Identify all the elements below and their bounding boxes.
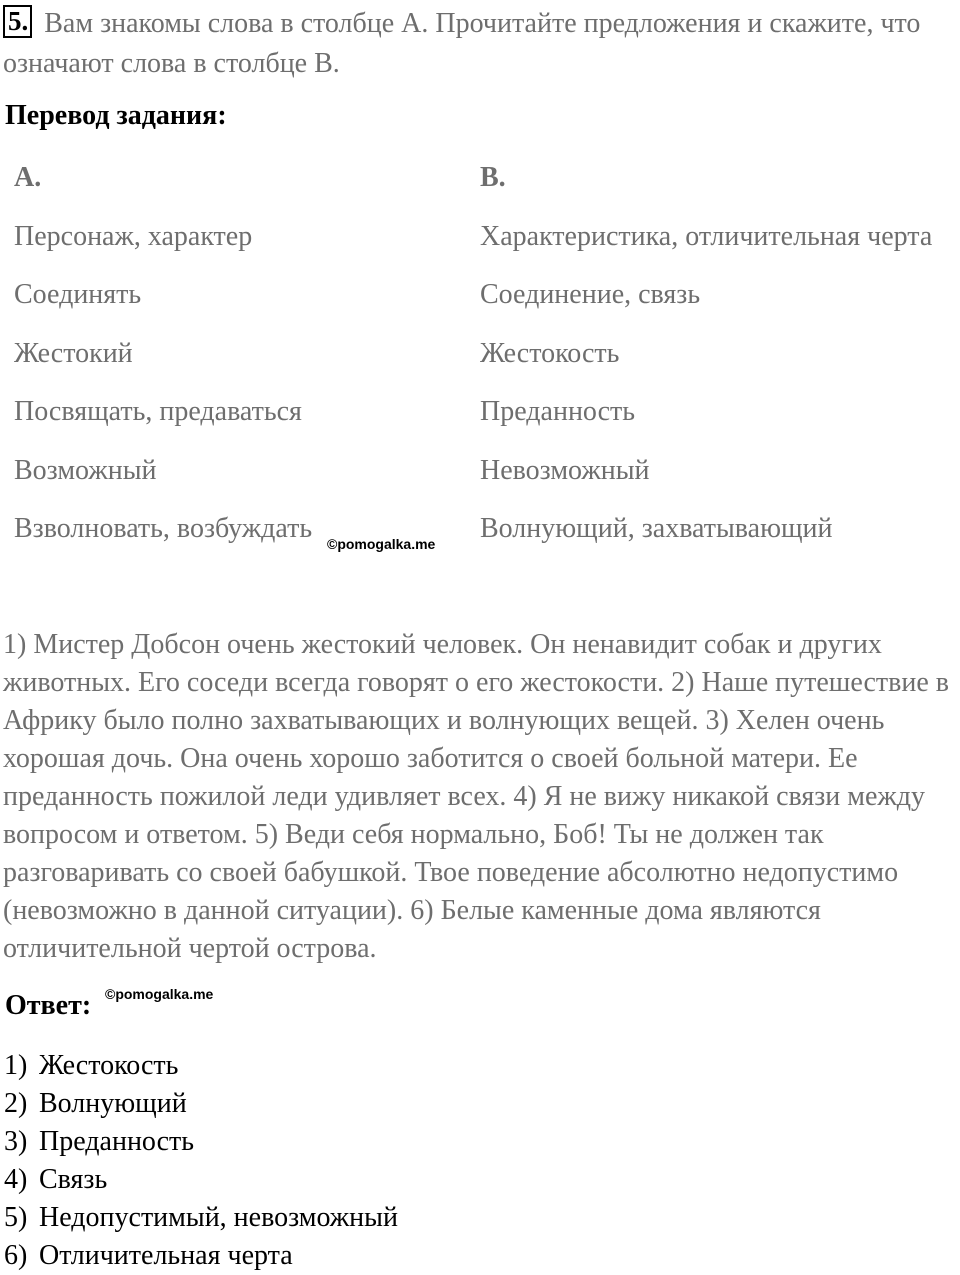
task-number-badge: 5. — [3, 5, 32, 38]
watermark: ©pomogalka.me — [105, 986, 214, 1002]
answer-item — [4, 1085, 398, 1123]
column-b — [480, 160, 932, 570]
answer-item — [4, 1047, 398, 1085]
column-a-item: Возможный — [14, 454, 157, 486]
column-a-header: A. — [14, 162, 42, 193]
answer-list — [4, 1047, 398, 1275]
column-a — [14, 160, 312, 570]
answer-heading: Ответ: — [5, 990, 92, 1021]
column-a-item: Посвящать, предаваться — [14, 396, 302, 427]
answer-number: 4) — [4, 1164, 28, 1195]
answer-text: Связь — [39, 1164, 108, 1195]
answer-item — [4, 1161, 398, 1199]
column-b-item: Жестокость — [480, 337, 620, 369]
answer-item — [4, 1237, 398, 1275]
answer-number: 2) — [4, 1088, 28, 1119]
answer-text: Отличительная черта — [39, 1240, 293, 1271]
column-a-item: Персонаж, характер — [14, 220, 253, 252]
answer-text: Жестокость — [39, 1050, 179, 1081]
column-b-header: B. — [480, 162, 506, 193]
translation-heading: Перевод задания: — [5, 100, 227, 131]
column-b-item: Соединение, связь — [480, 279, 701, 310]
column-b-item: Невозможный — [480, 454, 650, 486]
answer-text: Недопустимый, невозможный — [39, 1202, 398, 1233]
watermark: ©pomogalka.me — [327, 536, 436, 552]
sentences-paragraph: 1) Мистер Добсон очень жестокий человек. Он ненавидит собак и других животных. Его соседи всегда говорят о его жестокости. 2) Наше путешествие в Африку было полно захватывающих и волнующих вещей. 3) Хелен очень хорошая дочь. Она очень хорошо заботится о своей больной матери. Ее преданность пожилой леди удивляет всех. 4) Я не вижу никакой связи между вопросом и ответом. 5) Веди себя нормально, Боб! Ты не должен так разговаривать со своей бабушкой. Твое поведение абсолютно недопустимо (невозможно в данной ситуации). 6) Белые каменные дома являются отличительной чертой острова. — [3, 629, 949, 964]
answer-item — [4, 1199, 398, 1237]
answer-number: 5) — [4, 1202, 28, 1233]
column-a-item: Взволновать, возбуждать — [14, 513, 313, 544]
column-b-item: Характеристика, отличительная черта — [480, 220, 933, 252]
task-instruction: Вам знакомы слова в столбце А. Прочитайте предложения и скажите, что означают слова в столбце В. — [3, 8, 921, 79]
task-header — [3, 4, 958, 84]
answer-text: Волнующий — [39, 1088, 187, 1119]
answer-item — [4, 1123, 398, 1161]
answer-number: 6) — [4, 1240, 28, 1271]
column-b-item: Преданность — [480, 396, 636, 427]
answer-number: 3) — [4, 1126, 28, 1157]
answer-text: Преданность — [39, 1126, 195, 1157]
column-a-item: Соединять — [14, 279, 142, 310]
column-b-item: Волнующий, захватывающий — [480, 513, 833, 544]
column-a-item: Жестокий — [14, 337, 133, 369]
answer-number: 1) — [4, 1050, 28, 1081]
